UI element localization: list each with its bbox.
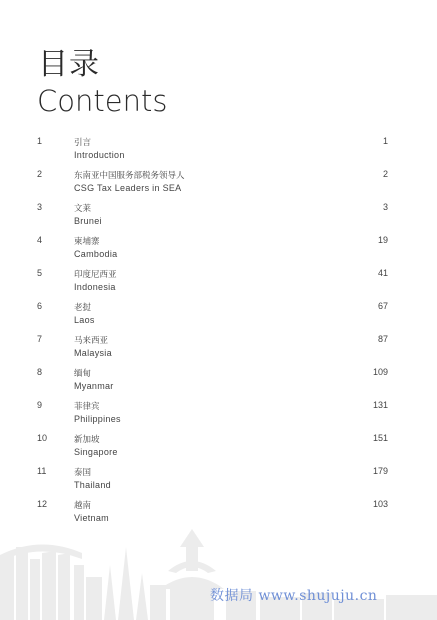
toc-title-chinese: 新加坡 <box>74 435 100 445</box>
toc-title-chinese: 引言 <box>74 138 92 148</box>
toc-entry[interactable] <box>0 200 437 230</box>
toc-entry[interactable] <box>0 332 437 362</box>
toc-entry[interactable] <box>0 431 437 461</box>
toc-page-number: 19 <box>377 235 388 245</box>
toc-title-english: Thailand <box>74 480 111 490</box>
watermark-text: 数据局 www.shujuju.cn <box>210 588 378 604</box>
toc-title-english: Philippines <box>74 414 121 424</box>
toc-page-number: 131 <box>372 400 388 410</box>
toc-page-number: 1 <box>382 136 388 146</box>
toc-title-chinese: 柬埔寨 <box>74 237 100 247</box>
toc-page-number: 2 <box>382 169 388 179</box>
toc-entry[interactable] <box>0 497 437 527</box>
toc-title-english: CSG Tax Leaders in SEA <box>74 183 182 193</box>
toc-title-english: Brunei <box>74 216 102 226</box>
toc-title-english: Cambodia <box>74 249 118 259</box>
toc-entry[interactable] <box>0 134 437 164</box>
toc-title-chinese: 东南亚中国服务部税务领导人 <box>74 171 185 181</box>
toc-title-english: Introduction <box>74 150 125 160</box>
toc-title-chinese: 越南 <box>74 501 92 511</box>
toc-title-english: Vietnam <box>74 513 109 523</box>
toc-entry[interactable] <box>0 167 437 197</box>
toc-title-english: Laos <box>74 315 95 325</box>
toc-number: 4 <box>37 235 43 245</box>
page-title-chinese: 目录 <box>38 47 100 82</box>
toc-title-english: Myanmar <box>74 381 114 391</box>
toc-title-chinese: 老挝 <box>74 303 92 313</box>
toc-page-number: 109 <box>372 367 388 377</box>
toc-page-number: 3 <box>382 202 388 212</box>
toc-number: 5 <box>37 268 43 278</box>
toc-page-number: 179 <box>372 466 388 476</box>
toc-title-chinese: 菲律宾 <box>74 402 100 412</box>
toc-title-english: Indonesia <box>74 282 116 292</box>
toc-number: 8 <box>37 367 43 377</box>
toc-title-english: Singapore <box>74 447 118 457</box>
toc-page-number: 103 <box>372 499 388 509</box>
toc-number: 7 <box>37 334 43 344</box>
toc-number: 1 <box>37 136 43 146</box>
toc-title-chinese: 缅甸 <box>74 369 92 379</box>
toc-entry[interactable] <box>0 233 437 263</box>
toc-page-number: 67 <box>377 301 388 311</box>
toc-title-chinese: 印度尼西亚 <box>74 270 117 280</box>
toc-number: 9 <box>37 400 43 410</box>
toc-title-chinese: 泰国 <box>74 468 92 478</box>
toc-page-number: 151 <box>372 433 388 443</box>
toc-page-number: 41 <box>377 268 388 278</box>
toc-number: 10 <box>37 433 48 443</box>
page-title-english: Contents <box>37 84 168 118</box>
toc-title-chinese: 马来西亚 <box>74 336 109 346</box>
city-skyline-illustration <box>0 525 437 620</box>
toc-number: 11 <box>37 466 47 476</box>
toc-number: 3 <box>37 202 43 212</box>
toc-title-chinese: 文莱 <box>74 204 92 214</box>
toc-entry[interactable] <box>0 398 437 428</box>
toc-entry[interactable] <box>0 464 437 494</box>
toc-number: 12 <box>37 499 48 509</box>
toc-entry[interactable] <box>0 299 437 329</box>
toc-number: 6 <box>37 301 43 311</box>
toc-entry[interactable] <box>0 365 437 395</box>
toc-number: 2 <box>37 169 43 179</box>
toc-title-english: Malaysia <box>74 348 112 358</box>
toc-entry[interactable] <box>0 266 437 296</box>
toc-page-number: 87 <box>377 334 388 344</box>
